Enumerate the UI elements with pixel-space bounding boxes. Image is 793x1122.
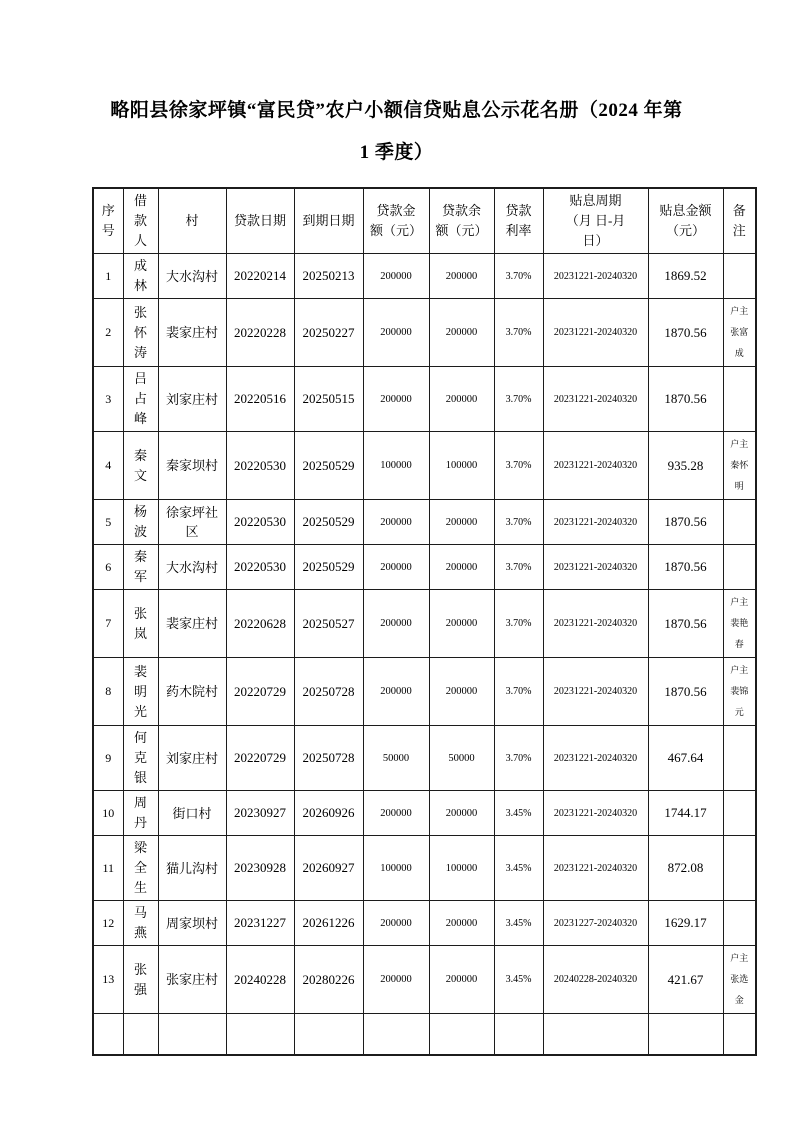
table-row bbox=[93, 500, 756, 545]
cell-due_date: 20250728 bbox=[294, 726, 363, 791]
cell-loan_balance: 100000 bbox=[429, 432, 494, 500]
cell-rate: 3.70% bbox=[494, 299, 543, 367]
table-row bbox=[93, 545, 756, 590]
cell-period: 20231221-20240320 bbox=[543, 367, 648, 432]
cell-village: 张家庄村 bbox=[158, 946, 226, 1014]
cell-seq bbox=[93, 1014, 123, 1055]
cell-loan_date: 20220628 bbox=[226, 590, 294, 658]
cell-due_date: 20250529 bbox=[294, 545, 363, 590]
cell-rate bbox=[494, 1014, 543, 1055]
cell-period: 20231221-20240320 bbox=[543, 254, 648, 299]
table-body bbox=[93, 254, 756, 1055]
cell-loan_date: 20230928 bbox=[226, 836, 294, 901]
cell-due_date: 20250213 bbox=[294, 254, 363, 299]
column-header-period bbox=[543, 188, 648, 254]
table-row-empty bbox=[93, 1014, 756, 1055]
cell-remark: 户主张富成 bbox=[723, 299, 756, 367]
table-row bbox=[93, 590, 756, 658]
cell-remark bbox=[723, 901, 756, 946]
cell-loan_amount bbox=[363, 1014, 429, 1055]
column-header-line: 贷款日期 bbox=[233, 213, 286, 228]
cell-subsidy: 1870.56 bbox=[648, 367, 723, 432]
column-header-line: 款 bbox=[133, 213, 147, 228]
cell-rate: 3.70% bbox=[494, 254, 543, 299]
cell-loan_balance: 50000 bbox=[429, 726, 494, 791]
subsidy-roster-table bbox=[92, 187, 757, 1056]
cell-subsidy bbox=[648, 1014, 723, 1055]
column-header-line: 村 bbox=[185, 213, 199, 228]
cell-due_date: 20250527 bbox=[294, 590, 363, 658]
cell-borrower: 吕占峰 bbox=[123, 367, 158, 432]
cell-seq: 2 bbox=[93, 299, 123, 367]
cell-loan_date: 20220729 bbox=[226, 726, 294, 791]
cell-loan_date: 20220228 bbox=[226, 299, 294, 367]
cell-loan_balance: 200000 bbox=[429, 658, 494, 726]
cell-loan_balance: 200000 bbox=[429, 590, 494, 658]
column-header-line: 贴息周期 bbox=[569, 193, 622, 208]
column-header-loan_date bbox=[226, 188, 294, 254]
cell-remark bbox=[723, 254, 756, 299]
cell-subsidy: 421.67 bbox=[648, 946, 723, 1014]
cell-borrower bbox=[123, 1014, 158, 1055]
column-header-subsidy bbox=[648, 188, 723, 254]
cell-period: 20231221-20240320 bbox=[543, 658, 648, 726]
cell-subsidy: 1870.56 bbox=[648, 658, 723, 726]
column-header-line: 贷款余 bbox=[441, 203, 481, 218]
page-title-line1: 略阳县徐家坪镇“富民贷”农户小额信贷贴息公示花名册（2024 年第 bbox=[110, 100, 683, 121]
cell-remark bbox=[723, 726, 756, 791]
cell-due_date: 20260927 bbox=[294, 836, 363, 901]
cell-loan_amount: 200000 bbox=[363, 901, 429, 946]
cell-remark bbox=[723, 367, 756, 432]
column-header-loan_balance bbox=[429, 188, 494, 254]
cell-subsidy: 935.28 bbox=[648, 432, 723, 500]
cell-period: 20231221-20240320 bbox=[543, 299, 648, 367]
cell-rate: 3.45% bbox=[494, 901, 543, 946]
cell-loan_amount: 200000 bbox=[363, 254, 429, 299]
cell-loan_amount: 100000 bbox=[363, 836, 429, 901]
cell-remark bbox=[723, 500, 756, 545]
column-header-line: 备 bbox=[732, 203, 746, 218]
cell-rate: 3.70% bbox=[494, 432, 543, 500]
cell-loan_balance: 200000 bbox=[429, 901, 494, 946]
table-row bbox=[93, 946, 756, 1014]
cell-due_date: 20250529 bbox=[294, 500, 363, 545]
cell-rate: 3.45% bbox=[494, 836, 543, 901]
cell-period: 20240228-20240320 bbox=[543, 946, 648, 1014]
cell-seq: 1 bbox=[93, 254, 123, 299]
table-row bbox=[93, 299, 756, 367]
cell-loan_balance: 200000 bbox=[429, 545, 494, 590]
cell-borrower: 张怀涛 bbox=[123, 299, 158, 367]
cell-loan_amount: 200000 bbox=[363, 500, 429, 545]
column-header-seq bbox=[93, 188, 123, 254]
cell-borrower: 裴明光 bbox=[123, 658, 158, 726]
column-header-remark bbox=[723, 188, 756, 254]
table-row bbox=[93, 367, 756, 432]
column-header-borrower bbox=[123, 188, 158, 254]
column-header-line: 贴息金额 bbox=[659, 203, 712, 218]
cell-borrower: 何克银 bbox=[123, 726, 158, 791]
cell-due_date: 20260926 bbox=[294, 791, 363, 836]
cell-subsidy: 1744.17 bbox=[648, 791, 723, 836]
cell-remark bbox=[723, 1014, 756, 1055]
cell-loan_balance: 100000 bbox=[429, 836, 494, 901]
cell-due_date bbox=[294, 1014, 363, 1055]
cell-remark: 户主秦怀明 bbox=[723, 432, 756, 500]
cell-loan_date: 20220530 bbox=[226, 500, 294, 545]
cell-seq: 7 bbox=[93, 590, 123, 658]
cell-village: 裴家庄村 bbox=[158, 590, 226, 658]
cell-seq: 3 bbox=[93, 367, 123, 432]
cell-village: 徐家坪社区 bbox=[158, 500, 226, 545]
cell-rate: 3.70% bbox=[494, 658, 543, 726]
cell-seq: 9 bbox=[93, 726, 123, 791]
cell-subsidy: 467.64 bbox=[648, 726, 723, 791]
cell-village: 裴家庄村 bbox=[158, 299, 226, 367]
cell-rate: 3.70% bbox=[494, 367, 543, 432]
cell-loan_balance: 200000 bbox=[429, 254, 494, 299]
cell-seq: 12 bbox=[93, 901, 123, 946]
cell-subsidy: 1869.52 bbox=[648, 254, 723, 299]
cell-village: 刘家庄村 bbox=[158, 367, 226, 432]
page-title bbox=[0, 90, 793, 174]
cell-subsidy: 872.08 bbox=[648, 836, 723, 901]
cell-village: 周家坝村 bbox=[158, 901, 226, 946]
column-header-line: 贷款金 bbox=[376, 203, 416, 218]
table-row bbox=[93, 432, 756, 500]
cell-loan_date: 20220214 bbox=[226, 254, 294, 299]
cell-rate: 3.70% bbox=[494, 590, 543, 658]
cell-due_date: 20250515 bbox=[294, 367, 363, 432]
cell-seq: 11 bbox=[93, 836, 123, 901]
cell-loan_amount: 200000 bbox=[363, 367, 429, 432]
cell-loan_date: 20220530 bbox=[226, 545, 294, 590]
cell-seq: 13 bbox=[93, 946, 123, 1014]
cell-due_date: 20250728 bbox=[294, 658, 363, 726]
cell-loan_amount: 200000 bbox=[363, 658, 429, 726]
cell-loan_date: 20240228 bbox=[226, 946, 294, 1014]
cell-village: 秦家坝村 bbox=[158, 432, 226, 500]
cell-due_date: 20250529 bbox=[294, 432, 363, 500]
cell-borrower: 秦文 bbox=[123, 432, 158, 500]
column-header-line: 额（元） bbox=[369, 223, 422, 238]
cell-village: 街口村 bbox=[158, 791, 226, 836]
cell-loan_balance: 200000 bbox=[429, 946, 494, 1014]
cell-period: 20231221-20240320 bbox=[543, 726, 648, 791]
cell-seq: 4 bbox=[93, 432, 123, 500]
cell-borrower: 马燕 bbox=[123, 901, 158, 946]
column-header-line: 额（元） bbox=[435, 223, 488, 238]
cell-loan_date: 20220516 bbox=[226, 367, 294, 432]
column-header-line: 日） bbox=[582, 233, 609, 248]
cell-remark bbox=[723, 791, 756, 836]
cell-subsidy: 1870.56 bbox=[648, 590, 723, 658]
cell-rate: 3.45% bbox=[494, 946, 543, 1014]
cell-loan_amount: 200000 bbox=[363, 299, 429, 367]
cell-village: 药木院村 bbox=[158, 658, 226, 726]
column-header-line: 借 bbox=[133, 193, 147, 208]
cell-borrower: 张强 bbox=[123, 946, 158, 1014]
cell-village: 大水沟村 bbox=[158, 254, 226, 299]
column-header-line: 人 bbox=[133, 233, 147, 248]
cell-period bbox=[543, 1014, 648, 1055]
column-header-due_date bbox=[294, 188, 363, 254]
table-row bbox=[93, 726, 756, 791]
cell-loan_amount: 200000 bbox=[363, 791, 429, 836]
page-title-line2: 1 季度） bbox=[359, 142, 434, 163]
table-row bbox=[93, 901, 756, 946]
cell-subsidy: 1870.56 bbox=[648, 545, 723, 590]
cell-remark bbox=[723, 545, 756, 590]
cell-period: 20231221-20240320 bbox=[543, 432, 648, 500]
cell-loan_balance: 200000 bbox=[429, 500, 494, 545]
cell-loan_balance bbox=[429, 1014, 494, 1055]
column-header-loan_amount bbox=[363, 188, 429, 254]
column-header-line: 贷款 bbox=[505, 203, 532, 218]
cell-period: 20231221-20240320 bbox=[543, 545, 648, 590]
cell-seq: 5 bbox=[93, 500, 123, 545]
column-header-rate bbox=[494, 188, 543, 254]
table-row bbox=[93, 254, 756, 299]
cell-loan_amount: 100000 bbox=[363, 432, 429, 500]
cell-seq: 6 bbox=[93, 545, 123, 590]
table-header-row bbox=[93, 188, 756, 254]
cell-loan_date bbox=[226, 1014, 294, 1055]
cell-village: 猫儿沟村 bbox=[158, 836, 226, 901]
cell-loan_amount: 200000 bbox=[363, 545, 429, 590]
cell-loan_balance: 200000 bbox=[429, 791, 494, 836]
cell-village: 大水沟村 bbox=[158, 545, 226, 590]
cell-subsidy: 1870.56 bbox=[648, 500, 723, 545]
column-header-line: 序 bbox=[101, 203, 115, 218]
cell-loan_date: 20231227 bbox=[226, 901, 294, 946]
column-header-line: 注 bbox=[732, 223, 746, 238]
cell-period: 20231221-20240320 bbox=[543, 791, 648, 836]
table-row bbox=[93, 791, 756, 836]
cell-period: 20231221-20240320 bbox=[543, 590, 648, 658]
cell-loan_date: 20230927 bbox=[226, 791, 294, 836]
cell-loan_amount: 50000 bbox=[363, 726, 429, 791]
header-row bbox=[93, 188, 756, 254]
cell-borrower: 成林 bbox=[123, 254, 158, 299]
cell-rate: 3.70% bbox=[494, 545, 543, 590]
cell-loan_balance: 200000 bbox=[429, 299, 494, 367]
cell-due_date: 20280226 bbox=[294, 946, 363, 1014]
cell-period: 20231221-20240320 bbox=[543, 500, 648, 545]
cell-borrower: 秦军 bbox=[123, 545, 158, 590]
cell-borrower: 梁全生 bbox=[123, 836, 158, 901]
cell-rate: 3.70% bbox=[494, 726, 543, 791]
cell-seq: 8 bbox=[93, 658, 123, 726]
cell-remark: 户主裴锦元 bbox=[723, 658, 756, 726]
cell-due_date: 20250227 bbox=[294, 299, 363, 367]
cell-seq: 10 bbox=[93, 791, 123, 836]
cell-subsidy: 1870.56 bbox=[648, 299, 723, 367]
cell-remark bbox=[723, 836, 756, 901]
cell-period: 20231227-20240320 bbox=[543, 901, 648, 946]
column-header-line: （月 日-月 bbox=[565, 213, 626, 228]
cell-rate: 3.70% bbox=[494, 500, 543, 545]
cell-loan_date: 20220729 bbox=[226, 658, 294, 726]
cell-remark: 户主裴艳春 bbox=[723, 590, 756, 658]
cell-borrower: 周丹 bbox=[123, 791, 158, 836]
column-header-line: 号 bbox=[101, 223, 115, 238]
cell-village: 刘家庄村 bbox=[158, 726, 226, 791]
column-header-line: 到期日期 bbox=[302, 213, 355, 228]
cell-remark: 户主张选金 bbox=[723, 946, 756, 1014]
cell-period: 20231221-20240320 bbox=[543, 836, 648, 901]
cell-due_date: 20261226 bbox=[294, 901, 363, 946]
cell-loan_amount: 200000 bbox=[363, 946, 429, 1014]
cell-borrower: 杨波 bbox=[123, 500, 158, 545]
cell-loan_amount: 200000 bbox=[363, 590, 429, 658]
cell-loan_date: 20220530 bbox=[226, 432, 294, 500]
cell-rate: 3.45% bbox=[494, 791, 543, 836]
table-row bbox=[93, 658, 756, 726]
table-row bbox=[93, 836, 756, 901]
cell-village bbox=[158, 1014, 226, 1055]
column-header-village bbox=[158, 188, 226, 254]
column-header-line: 利率 bbox=[505, 223, 532, 238]
cell-subsidy: 1629.17 bbox=[648, 901, 723, 946]
column-header-line: （元） bbox=[665, 223, 705, 238]
cell-borrower: 张岚 bbox=[123, 590, 158, 658]
cell-loan_balance: 200000 bbox=[429, 367, 494, 432]
